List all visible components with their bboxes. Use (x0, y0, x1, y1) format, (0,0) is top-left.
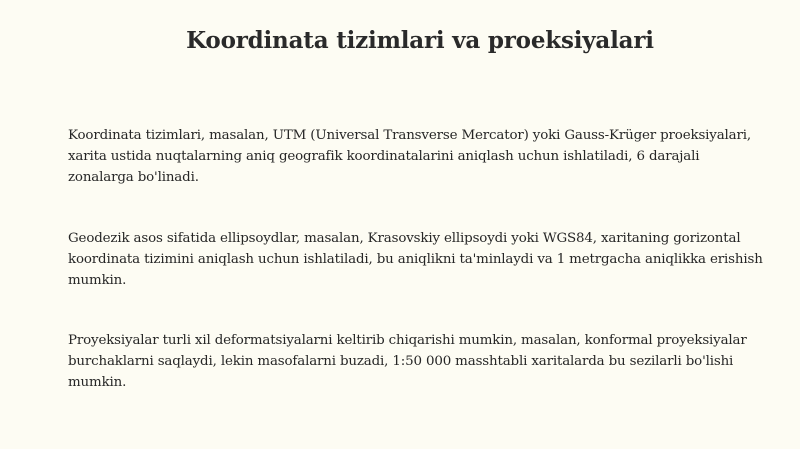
slide-title: Koordinata tizimlari va proeksiyalari (186, 27, 654, 54)
paragraph-geodetic-basis: Geodezik asos sifatida ellipsoydlar, masalan, Krasovskiy ellipsoydi yoki WGS84, xaritaning gorizontal koordinata tizimini aniqlash uchun ishlatiladi, bu aniqlikni ta'minlaydi va 1 metrgacha aniqlikka erishish mumkin. (68, 231, 763, 288)
paragraph-coordinate-systems: Koordinata tizimlari, masalan, UTM (Universal Transverse Mercator) yoki Gauss-Krüger proeksiyalari, xarita ustida nuqtalarning aniq geografik koordinatalarini aniqlash uchun ishlatiladi, 6 darajali zonalarga bo'linadi. (68, 128, 752, 185)
paragraph-projection-deformations: Proyeksiyalar turli xil deformatsiyalarni keltirib chiqarishi mumkin, masalan, konformal proyeksiyalar burchaklarni saqlaydi, lekin masofalarni buzadi, 1:50 000 masshtabli xaritalarda bu sezilarli bo'lishi mumkin. (68, 333, 747, 390)
